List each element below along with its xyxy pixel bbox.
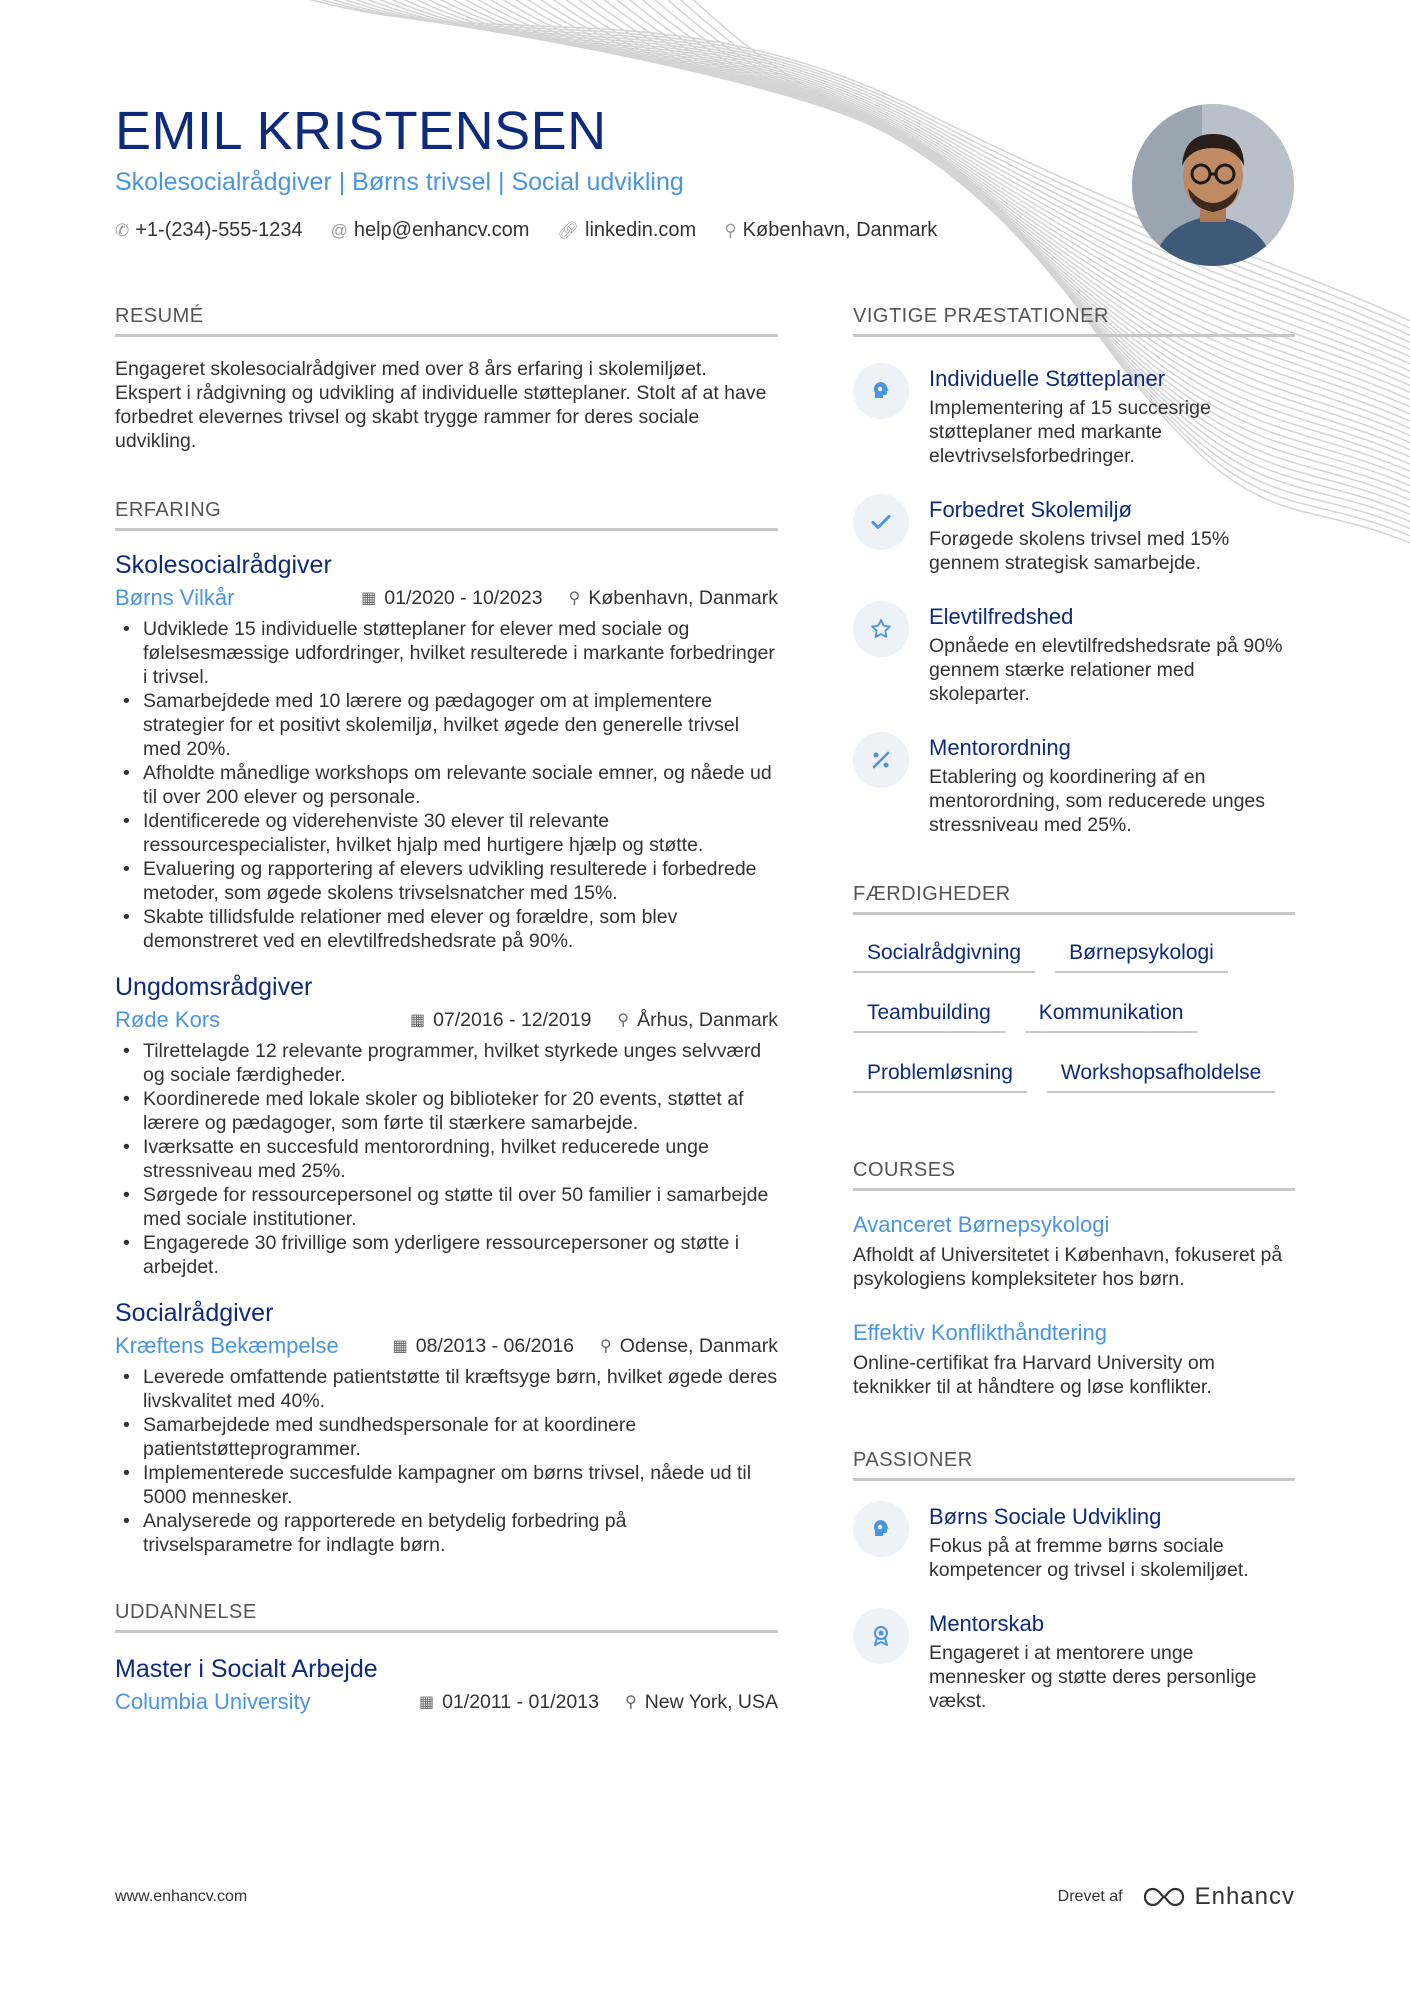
- resume-header: [115, 100, 1115, 242]
- skill-tag: Teambuilding: [853, 1001, 1005, 1033]
- bullet-item: • Analyserede og rapporterede en betydelig forbedring på trivselsparametre for indlagte børn.: [115, 1509, 778, 1557]
- achievement-title: Forbedret Skolemiljø: [929, 497, 1132, 522]
- summary-section: [115, 305, 778, 453]
- avatar: [1132, 104, 1294, 266]
- contact-location: [724, 219, 937, 242]
- passion-title: Børns Sociale Udvikling: [929, 1504, 1162, 1529]
- location-pin-icon: ⚲: [568, 590, 581, 607]
- school-name: Columbia University: [115, 1689, 311, 1714]
- section-title-achievements: VIGTIGE PRÆSTATIONER: [853, 305, 1295, 337]
- location-pin-icon: ⚲: [724, 220, 737, 240]
- passion-item: [853, 1501, 1295, 1582]
- candidate-name: EMIL KRISTENSEN: [115, 101, 607, 161]
- course-item: [853, 1211, 1295, 1291]
- bullet-item: • Udviklede 15 individuelle støtteplaner for elever med sociale og følelsesmæssige udfordringer, hvilket resulterede i markante forbedringer i trivsel.: [115, 617, 778, 689]
- contact-bar: [115, 219, 1115, 242]
- course-desc: Online-certifikat fra Harvard University om teknikker til at håndtere og løse konflikter.: [853, 1352, 1215, 1398]
- job-location-text: Odense, Danmark: [619, 1334, 778, 1357]
- job-bullets: [115, 617, 778, 953]
- achievement-item: [853, 363, 1295, 468]
- job-dates: [393, 1335, 574, 1358]
- location-pin-icon: ⚲: [600, 1338, 612, 1355]
- lightbulb-head-icon: [853, 363, 909, 419]
- location-text: København, Danmark: [742, 219, 938, 241]
- skill-tag: Socialrådgivning: [853, 941, 1035, 973]
- company-name: Røde Kors: [115, 1007, 221, 1032]
- achievement-item: [853, 732, 1295, 837]
- bullet-item: • Implementerede succesfulde kampagner om børns trivsel, nåede ud til 5000 mennesker.: [115, 1461, 778, 1509]
- education-dates: [419, 1691, 599, 1714]
- phone-text: +1-(234)-555-1234: [135, 219, 303, 241]
- skills-section: [853, 883, 1295, 1093]
- course-title: Avanceret Børnepsykologi: [853, 1212, 1110, 1237]
- job-location: [617, 1009, 778, 1032]
- section-title-passions: PASSIONER: [853, 1449, 1295, 1481]
- education-location-text: New York, USA: [644, 1690, 778, 1713]
- bullet-item: • Identificerede og viderehenviste 30 elever til relevante ressourcespecialister, hvilket hjalp med hurtigere hjælp og støtte.: [115, 809, 778, 857]
- contact-email[interactable]: [331, 219, 530, 242]
- calendar-icon: ▦: [409, 1012, 426, 1029]
- achievement-title: Elevtilfredshed: [929, 604, 1074, 629]
- achievement-title: Mentorordning: [929, 735, 1071, 760]
- job-title: Socialrådgiver: [115, 1299, 274, 1327]
- calendar-icon: ▦: [392, 1338, 408, 1355]
- job-meta: [115, 585, 778, 611]
- education-meta: [115, 1689, 778, 1715]
- bullet-item: • Evaluering og rapportering af elevers udvikling resulterede i forbedrede metoder, som øgede skolens trivselsnatcher med 15%.: [115, 857, 778, 905]
- education-location: [625, 1691, 778, 1714]
- award-icon: [853, 1608, 909, 1664]
- company-name: Kræftens Bekæmpelse: [115, 1333, 339, 1358]
- achievement-title: Individuelle Støtteplaner: [929, 366, 1166, 391]
- job-entry: [115, 971, 778, 1279]
- section-title-education: UDDANNELSE: [115, 1601, 778, 1633]
- skill-tag: Børnepsykologi: [1055, 941, 1228, 973]
- job-location-text: København, Danmark: [588, 586, 778, 609]
- passion-title: Mentorskab: [929, 1611, 1044, 1636]
- job-entry: [115, 1297, 778, 1557]
- passion-desc: Fokus på at fremme børns sociale kompetencer og trivsel i skolemiljøet.: [929, 1535, 1249, 1581]
- skill-tag: Kommunikation: [1025, 1001, 1198, 1033]
- check-icon: [853, 494, 909, 550]
- section-title-summary: RESUMÉ: [115, 305, 778, 337]
- job-meta: [115, 1333, 778, 1359]
- skill-tag: Workshopsafholdelse: [1047, 1061, 1275, 1093]
- bullet-item: • Samarbejdede med 10 lærere og pædagoger om at implementere strategier for et positivt skolemiljø, hvilket øgede den generelle trivsel med 20%.: [115, 689, 778, 761]
- email-text: help@enhancv.com: [353, 219, 530, 241]
- enhancv-logo[interactable]: [1141, 1883, 1295, 1911]
- section-title-experience: ERFARING: [115, 499, 778, 531]
- company-name: Børns Vilkår: [115, 585, 235, 610]
- brand: [1058, 1883, 1295, 1911]
- job-dates-text: 01/2020 - 10/2023: [384, 586, 543, 609]
- skill-tag: Problemløsning: [853, 1061, 1027, 1093]
- bullet-item: • Leverede omfattende patientstøtte til kræftsyge børn, hvilket øgede deres livskvalitet med 40%.: [115, 1365, 778, 1413]
- linkedin-text: linkedin.com: [585, 219, 697, 241]
- achievement-desc: Forøgede skolens trivsel med 15% gennem strategisk samarbejde.: [929, 528, 1230, 574]
- education-section: [115, 1601, 778, 1715]
- job-dates: [361, 587, 542, 610]
- bullet-item: • Skabte tillidsfulde relationer med elever og forældre, som blev demonstreret ved en elevtilfredshedsrate på 90%.: [115, 905, 778, 953]
- job-bullets: [115, 1039, 778, 1279]
- job-dates-text: 08/2013 - 06/2016: [415, 1334, 575, 1357]
- experience-section: [115, 499, 778, 1557]
- phone-icon: ✆: [115, 220, 130, 240]
- at-icon: @: [330, 220, 348, 240]
- headline: Skolesocialrådgiver | Børns trivsel | Social udvikling: [115, 168, 684, 196]
- bullet-item: • Afholdte månedlige workshops om relevante sociale emner, og nåede ud til over 200 elever og personale.: [115, 761, 778, 809]
- skills-list: [853, 941, 1295, 1093]
- achievement-desc: Opnåede en elevtilfredshedsrate på 90% gennem stærke relationer med skoleparter.: [929, 635, 1283, 705]
- section-title-skills: FÆRDIGHEDER: [853, 883, 1295, 915]
- job-location: [569, 587, 778, 610]
- footer-url[interactable]: www.enhancv.com: [115, 1888, 248, 1905]
- degree-title: Master i Socialt Arbejde: [115, 1655, 378, 1683]
- courses-section: [853, 1159, 1295, 1399]
- job-dates: [410, 1009, 591, 1032]
- calendar-icon: ▦: [418, 1694, 435, 1711]
- bullet-item: • Koordinerede med lokale skoler og biblioteker for 20 events, støttet af lærere og pædagoger, som førte til stærkere samarbejde.: [115, 1087, 778, 1135]
- star-icon: [853, 601, 909, 657]
- contact-linkedin[interactable]: [557, 219, 696, 242]
- link-icon: 🔗︎: [557, 220, 580, 240]
- job-bullets: [115, 1365, 778, 1557]
- location-pin-icon: ⚲: [617, 1012, 630, 1029]
- job-meta: [115, 1007, 778, 1033]
- bullet-item: • Iværksatte en succesfuld mentorordning, hvilket reducerede unge stressniveau med 25%.: [115, 1135, 778, 1183]
- bullet-item: • Tilrettelagde 12 relevante programmer, hvilket styrkede unges selvværd og sociale færdigheder.: [115, 1039, 778, 1087]
- course-desc: Afholdt af Universitetet i København, fokuseret på psykologiens kompleksiteter hos børn.: [853, 1244, 1283, 1290]
- infinity-logo-icon: [1141, 1885, 1187, 1909]
- course-title: Effektiv Konflikthåndtering: [853, 1320, 1107, 1345]
- passions-section: [853, 1449, 1295, 1713]
- achievement-item: [853, 494, 1295, 575]
- summary-text: Engageret skolesocialrådgiver med over 8 års erfaring i skolemiljøet. Ekspert i rådgivning og udvikling af individuelle støtteplaner. Stolt af at have forbedret elevernes trivsel og skabt trygge rammer for deres sociale udvikling.: [115, 358, 767, 452]
- education-dates-text: 01/2011 - 01/2013: [442, 1690, 599, 1713]
- course-item: [853, 1319, 1295, 1399]
- achievement-desc: Etablering og koordinering af en mentorordning, som reducerede unges stressniveau med 25%.: [929, 766, 1266, 836]
- lightbulb-head-icon: [853, 1501, 909, 1557]
- passion-item: [853, 1608, 1295, 1713]
- achievements-section: [853, 305, 1295, 837]
- powered-by-text: Drevet af: [1057, 1888, 1123, 1905]
- achievement-item: [853, 601, 1295, 706]
- job-title: Ungdomsrådgiver: [115, 973, 313, 1001]
- contact-phone[interactable]: [115, 219, 303, 242]
- calendar-icon: ▦: [361, 590, 377, 607]
- job-dates-text: 07/2016 - 12/2019: [433, 1008, 592, 1031]
- section-title-courses: COURSES: [853, 1159, 1295, 1191]
- job-entry: [115, 549, 778, 953]
- achievement-desc: Implementering af 15 succesrige støtteplaner med markante elevtrivselsforbedringer.: [929, 397, 1211, 467]
- bullet-item: • Samarbejdede med sundhedspersonale for at koordinere patientstøtteprogrammer.: [115, 1413, 778, 1461]
- passion-desc: Engageret i at mentorere unge mennesker og støtte deres personlige vækst.: [929, 1642, 1257, 1712]
- bullet-item: • Sørgede for ressourcepersonel og støtte til over 50 familier i samarbejde med sociale institutioner.: [115, 1183, 778, 1231]
- job-location: [600, 1335, 778, 1358]
- location-pin-icon: ⚲: [624, 1694, 637, 1711]
- right-column: [853, 305, 1295, 1713]
- percent-icon: [853, 732, 909, 788]
- left-column: [115, 305, 778, 1715]
- job-location-text: Århus, Danmark: [637, 1008, 778, 1031]
- footer: [115, 1883, 1295, 1911]
- bullet-item: • Engagerede 30 frivillige som yderligere ressourcepersoner og støtte i arbejdet.: [115, 1231, 778, 1279]
- brand-name: Enhancv: [1194, 1883, 1295, 1910]
- education-entry: [115, 1653, 778, 1715]
- job-title: Skolesocialrådgiver: [115, 551, 332, 579]
